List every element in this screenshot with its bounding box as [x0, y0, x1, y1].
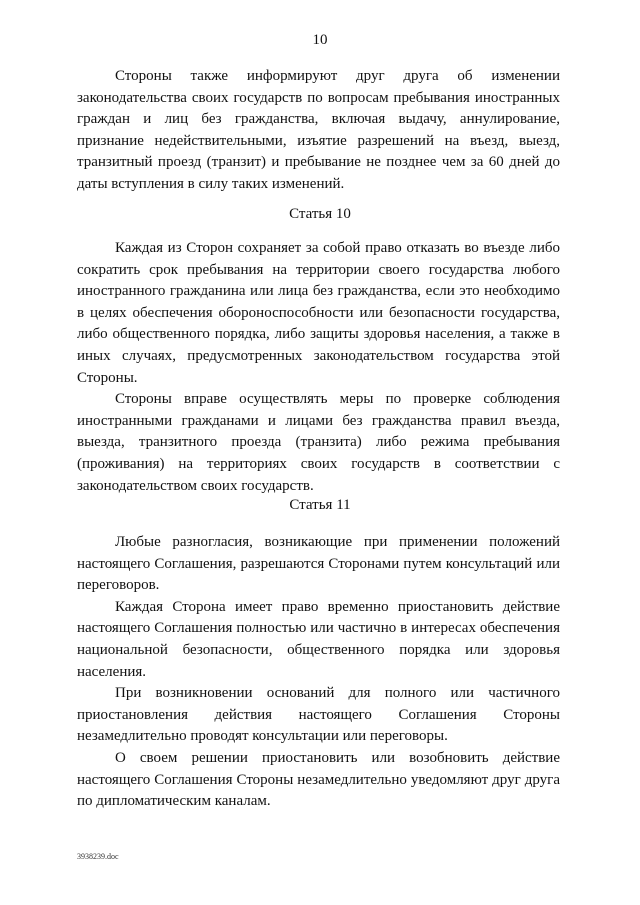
article-11-paragraph-4: О своем решении приостановить или возобновить действие настоящего Соглашения Стороны незамедлительно уведомляют друг друга по дипломатическим каналам. [77, 749, 560, 810]
article-11-body [77, 532, 560, 813]
article-10-paragraph-2: Стороны вправе осуществлять меры по проверке соблюдения иностранными гражданами и лицами без гражданства правил въезда, выезда, транзитного проезда (транзита) либо режима пребывания (проживания) на территориях своих государств в соответствии с законодательством своих государств. [77, 391, 560, 494]
document-footer-code: 3938239.doc [77, 852, 119, 861]
article-10-title: Статья 10 [289, 206, 351, 222]
article-11-paragraph-3: При возникновении оснований для полного или частичного приостановления действия настоящего Соглашения Стороны незамедлительно проводят консультации или переговоры. [77, 685, 560, 745]
page-number: 10 [312, 32, 328, 48]
article-11-paragraph-1: Любые разногласия, возникающие при применении положений настоящего Соглашения, разрешаются Сторонами путем консультаций или переговоров. [77, 534, 560, 594]
article-11-title: Статья 11 [289, 497, 351, 513]
intro-paragraph-1: Стороны также информируют друг друга об изменении законодательства своих государств по вопросам пребывания иностранных граждан и лиц без гражданства, включая выдачу, аннулирование, признание недействительными, изъятие разрешений на въезд, выезд, транзитный проезд (транзит) и пребывание не позднее чем за 60 дней до даты вступления в силу таких изменений. [77, 68, 560, 192]
article-10-body [77, 238, 560, 497]
article-11-paragraph-2: Каждая Сторона имеет право временно приостановить действие настоящего Соглашения полностью или частично в интересах обеспечения национальной безопасности, общественного порядка или здоровья населения. [77, 598, 560, 680]
intro-section [77, 66, 560, 196]
article-10-paragraph-1: Каждая из Сторон сохраняет за собой право отказать во въезде либо сократить срок пребывания на территории своего государства любого иностранного гражданина или лица без гражданства, если это необходимо в целях обеспечения обороноспособности или безопасности государства, либо общественного порядка, либо защиты здоровья населения, а также в иных случаях, предусмотренных законодательством государства этой Стороны. [77, 240, 560, 386]
